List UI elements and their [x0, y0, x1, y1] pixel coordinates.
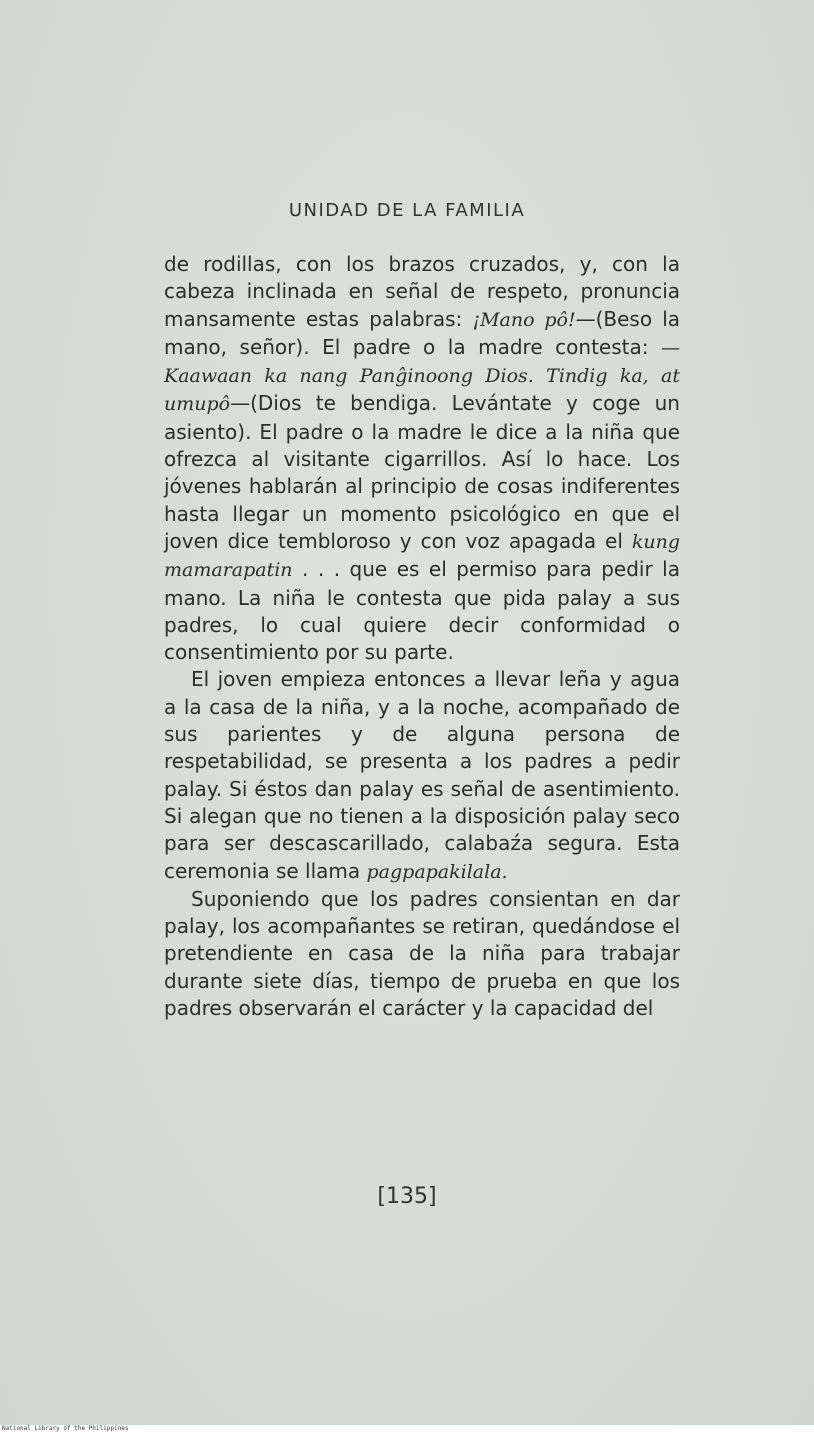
italic-segment: ¡Mano pô!: [472, 308, 576, 331]
page-number: [135]: [377, 1184, 437, 1209]
footer-credit: National Library of the Philippines: [2, 1425, 129, 1432]
text-segment: de rodillas, con los brazos cruzados, y, con la cabeza inclinada en señal de respeto, pronuncia mansamente estas palabras:: [164, 252, 680, 331]
text-segment: El joven empieza entonces a llevar leña y agua a la casa de la niña, y a la noche, acompañado de sus parientes y de alguna persona de respetabilidad, se presenta a los padres a pedir palay. Si éstos dan palay es señal de asentimiento. Si alegan que no tienen a la disposición palay seco para ser descascarillado, calabaźa segura. Esta ceremonia se llama: [164, 667, 680, 883]
italic-segment: —Kaawaan ka nang Panĝinoong Dios. Tindig ka, at umupô: [164, 336, 680, 416]
body-text: [164, 251, 680, 1022]
text-segment: Suponiendo que los padres consientan en dar palay, los acompañantes se retiran, quedándose el pretendiente en casa de la niña para trabajar durante siete días, tiempo de prueba en que los padres observarán el carácter y la capacidad del: [164, 886, 680, 1021]
text-segment: . . . que es el permiso para pedir la mano. La niña le contesta que pida palay a sus padres, lo cual quiere decir conformidad o consentimiento por su parte.: [164, 557, 680, 665]
italic-segment: kung mamarapatin: [164, 530, 680, 582]
paragraph-3: [164, 886, 680, 1022]
text-segment: —(Dios te bendiga. Levántate y coge un asiento). El padre o la madre le dice a la niña que ofrezca al visitante cigarrillos. Así lo hace. Los jóvenes hablarán al principio de cosas indiferentes hasta llegar un momento psicológico en que el joven dice tembloroso y con voz apagada el: [164, 391, 680, 553]
paragraph-2: [164, 666, 680, 885]
running-head: UNIDAD DE LA FAMILIA: [288, 200, 526, 221]
text-segment: —(Beso la mano, señor). El padre o la madre contesta:: [164, 306, 681, 359]
italic-segment: pagpapakilala.: [366, 860, 508, 883]
paragraph-1: [164, 251, 680, 666]
